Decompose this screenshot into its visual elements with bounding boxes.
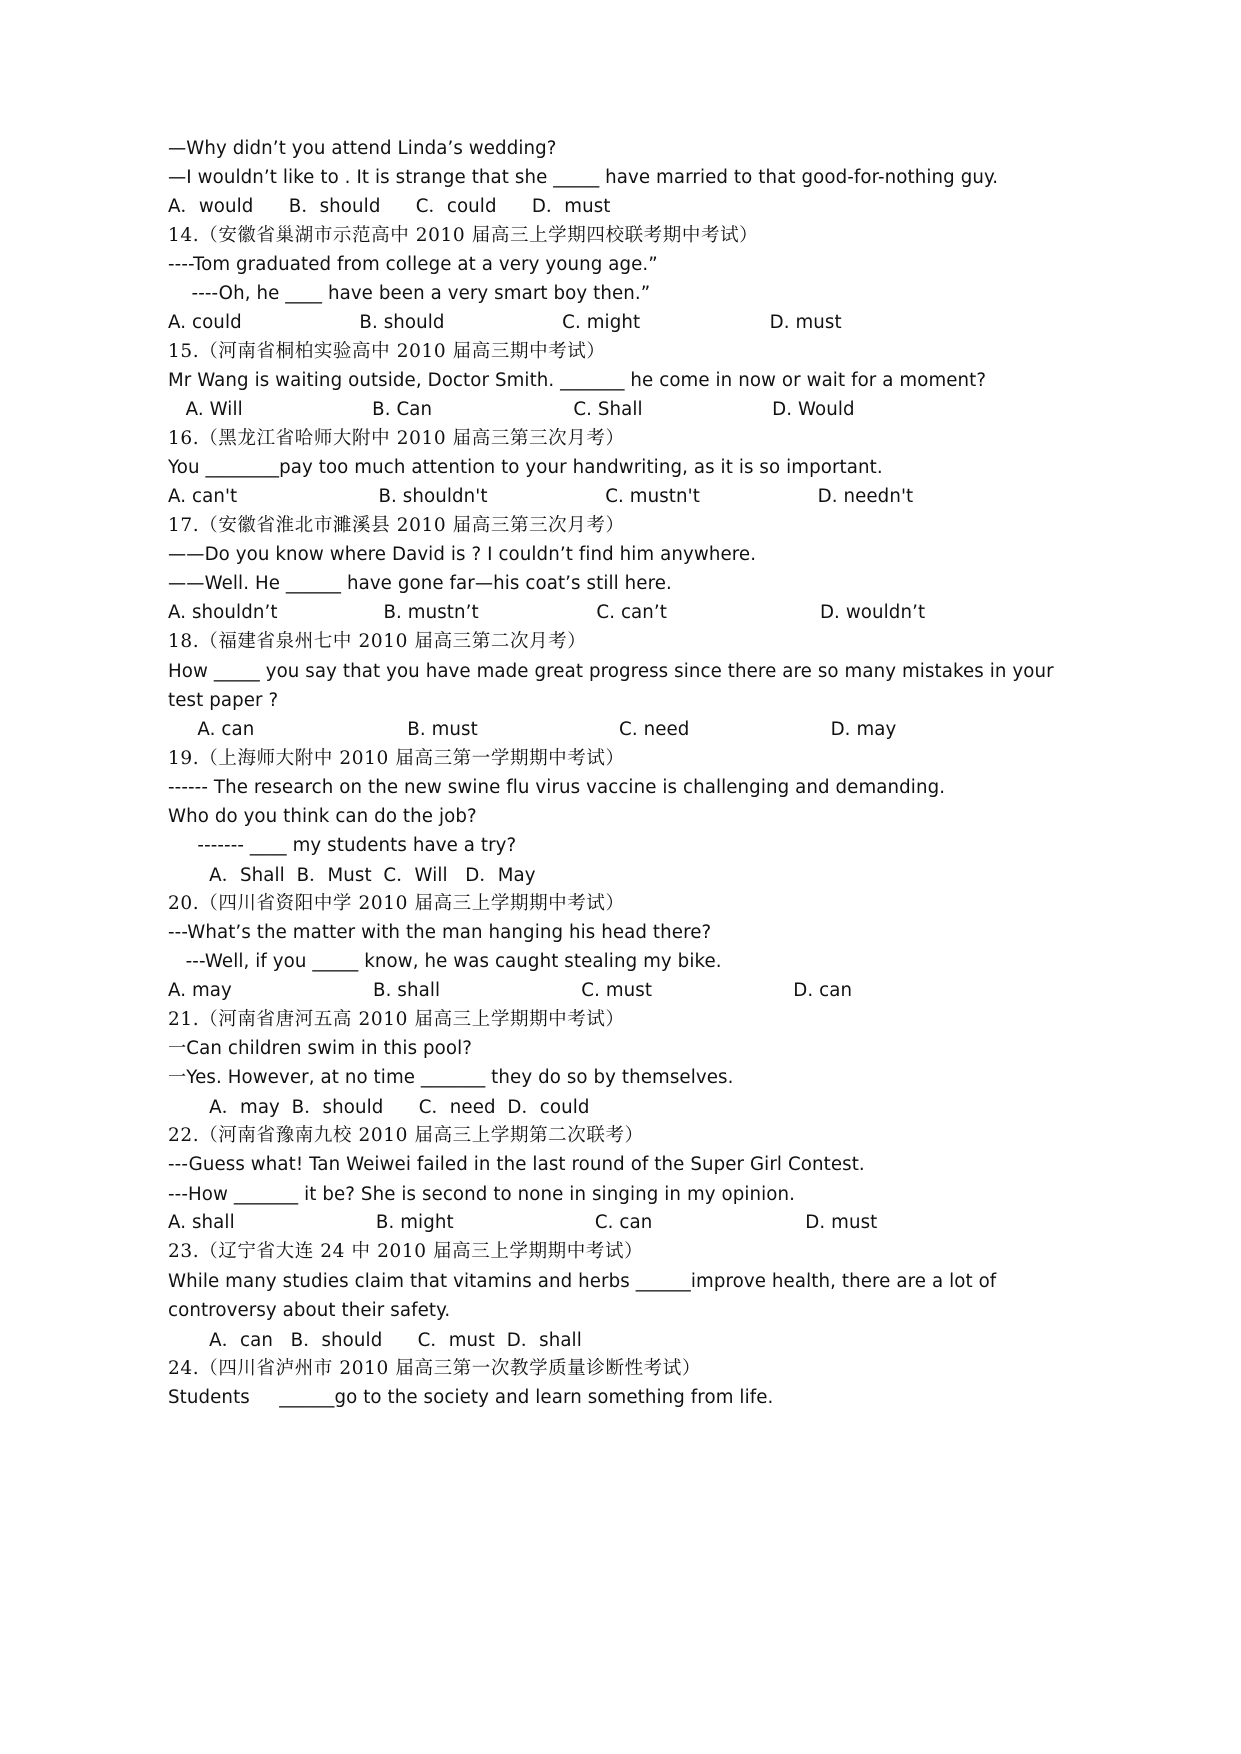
q22-source-heading: 22.（河南省豫南九校 2010 届高三上学期第二次联考） xyxy=(168,1125,644,1146)
q24-source-heading: 24.（四川省泸州市 2010 届高三第一次教学质量诊断性考试） xyxy=(168,1358,701,1379)
q15-options: A. Will B. Can C. Shall D. Would xyxy=(168,399,855,420)
q23-question-line-1: While many studies claim that vitamins and herbs ______improve health, there are a lot of xyxy=(168,1271,997,1292)
q18-source-heading: 18.（福建省泉州七中 2010 届高三第二次月考） xyxy=(168,631,587,652)
q17-options: A. shouldn’t B. mustn’t C. can’t D. wouldn’t xyxy=(168,602,926,623)
q21-options: A．may B．should C．need D．could xyxy=(168,1097,590,1118)
q15-question: Mr Wang is waiting outside, Doctor Smith. _______ he come in now or wait for a moment? xyxy=(168,370,987,391)
q18-question-line-2: test paper ? xyxy=(168,690,279,711)
q20-options: A. may B. shall C. must D. can xyxy=(168,980,853,1001)
q21-dialogue-line-1: 一Can children swim in this pool? xyxy=(168,1038,473,1059)
q13-dialogue-line-2: —I wouldn’t like to . It is strange that she _____ have married to that good-for-nothing guy. xyxy=(168,167,999,188)
q23-source-heading: 23.（辽宁省大连 24 中 2010 届高三上学期期中考试） xyxy=(168,1241,644,1262)
q14-options: A. could B. should C. might D. must xyxy=(168,312,842,333)
q16-question: You ________pay too much attention to your handwriting, as it is so important. xyxy=(168,457,883,478)
q22-options: A. shall B. might C. can D. must xyxy=(168,1212,878,1233)
q23-options: A．can B．should C．must D．shall xyxy=(168,1330,582,1351)
q19-options: A．Shall B．Must C．Will D．May xyxy=(168,865,536,886)
q20-source-heading: 20.（四川省资阳中学 2010 届高三上学期期中考试） xyxy=(168,893,625,914)
q18-options: A. can B. must C. need D. may xyxy=(168,719,897,740)
q13-dialogue-line-1: —Why didn’t you attend Linda’s wedding? xyxy=(168,138,557,159)
q16-source-heading: 16.（黑龙江省哈师大附中 2010 届高三第三次月考） xyxy=(168,428,625,449)
q23-question-line-2: controversy about their safety. xyxy=(168,1300,451,1321)
q19-source-heading: 19.（上海师大附中 2010 届高三第一学期期中考试） xyxy=(168,748,625,769)
q19-dialogue-line-3: ------- ____ my students have a try? xyxy=(168,835,517,856)
q17-dialogue-line-1: ——Do you know where David is ? I couldn’t find him anywhere. xyxy=(168,544,757,565)
q17-dialogue-line-2: ——Well. He ______ have gone far—his coat’s still here. xyxy=(168,573,672,594)
q19-dialogue-line-1: ------ The research on the new swine flu virus vaccine is challenging and demanding. xyxy=(168,777,946,798)
q16-options: A. can't B. shouldn't C. mustn't D. needn't xyxy=(168,486,914,507)
q20-dialogue-line-1: ---What’s the matter with the man hanging his head there? xyxy=(168,922,712,943)
q22-dialogue-line-1: ---Guess what! Tan Weiwei failed in the last round of the Super Girl Contest. xyxy=(168,1154,865,1175)
q21-dialogue-line-2: 一Yes. However, at no time _______ they do so by themselves. xyxy=(168,1067,734,1088)
q17-source-heading: 17.（安徽省淮北市濉溪县 2010 届高三第三次月考） xyxy=(168,515,625,536)
q22-dialogue-line-2: ---How _______ it be? She is second to none in singing in my opinion. xyxy=(168,1184,796,1205)
q19-dialogue-line-2: Who do you think can do the job? xyxy=(168,806,477,827)
q14-dialogue-line-1: ----Tom graduated from college at a very young age.” xyxy=(168,254,658,275)
q21-source-heading: 21.（河南省唐河五高 2010 届高三上学期期中考试） xyxy=(168,1009,625,1030)
q14-source-heading: 14.（安徽省巢湖市示范高中 2010 届高三上学期四校联考期中考试） xyxy=(168,225,759,246)
q20-dialogue-line-2: ---Well, if you _____ know, he was caught stealing my bike. xyxy=(168,951,722,972)
q18-question-line-1: How _____ you say that you have made great progress since there are so many mistakes in your xyxy=(168,661,1054,682)
q13-options: A．would B．should C．could D．must xyxy=(168,196,611,217)
q24-question: Students ______go to the society and learn something from life. xyxy=(168,1387,774,1408)
q15-source-heading: 15.（河南省桐柏实验高中 2010 届高三期中考试） xyxy=(168,341,606,362)
q14-dialogue-line-2: ----Oh, he ____ have been a very smart boy then.” xyxy=(168,283,651,304)
